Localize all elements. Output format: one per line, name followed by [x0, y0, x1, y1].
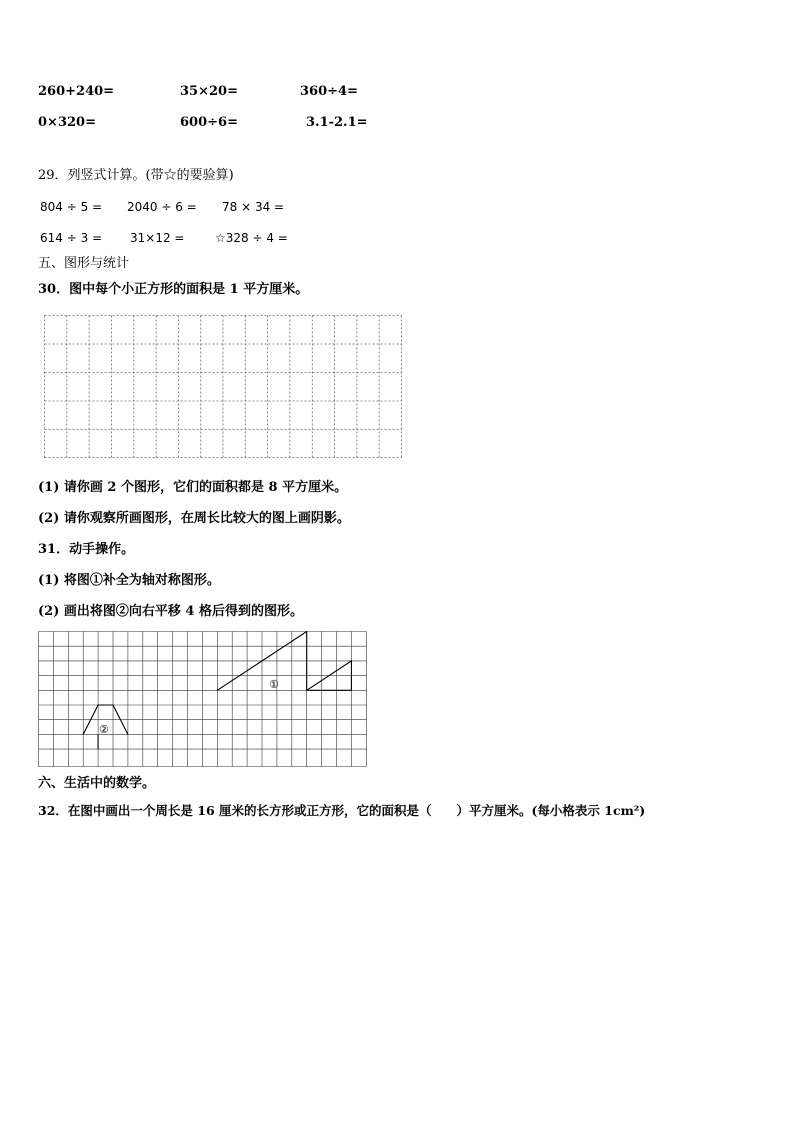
oral-calc-3: 360÷4=	[300, 84, 358, 99]
q29-item-1: 804 ÷ 5 =	[40, 200, 103, 214]
oral-calc-2: 35×20=	[180, 84, 238, 99]
q31-title: 31．动手操作。	[38, 542, 135, 557]
q32-title: 32．在图中画出一个周长是 16 厘米的长方形或正方形，它的面积是（ ）平方厘米。(每小格表示 1cm²)	[38, 803, 646, 818]
oral-calc-4: 0×320=	[38, 115, 96, 130]
section5-title: 五、图形与统计	[38, 256, 130, 271]
figure-2-label: ②	[99, 723, 109, 736]
q30-sub2: (2) 请你观察所画图形，在周长比较大的图上画阴影。	[38, 511, 350, 526]
q29-item-4: 614 ÷ 3 =	[40, 231, 103, 245]
figure-1-label: ①	[269, 678, 279, 691]
q30-sub1: (1) 请你画 2 个图形，它们的面积都是 8 平方厘米。	[38, 480, 348, 495]
q31-sub1: (1) 将图①补全为轴对称图形。	[38, 573, 220, 588]
q29-title: 29．列竖式计算。(带☆的要验算)	[38, 168, 234, 183]
section6-title: 六、生活中的数学。	[38, 776, 156, 791]
q31-sub2: (2) 画出将图②向右平移 4 格后得到的图形。	[38, 604, 303, 619]
oral-calc-1: 260+240=	[38, 84, 115, 99]
oral-calc-6: 3.1-2.1=	[306, 115, 368, 130]
oral-calc-5: 600÷6=	[180, 115, 238, 130]
q31-grid	[38, 631, 368, 768]
q29-item-3: 78 × 34 =	[222, 200, 285, 214]
q30-grid	[44, 315, 403, 459]
q29-item-5: 31×12 =	[130, 231, 185, 245]
q30-title: 30．图中每个小正方形的面积是 1 平方厘米。	[38, 282, 309, 297]
q29-item-6: ☆328 ÷ 4 =	[215, 231, 288, 245]
q29-item-2: 2040 ÷ 6 =	[127, 200, 197, 214]
